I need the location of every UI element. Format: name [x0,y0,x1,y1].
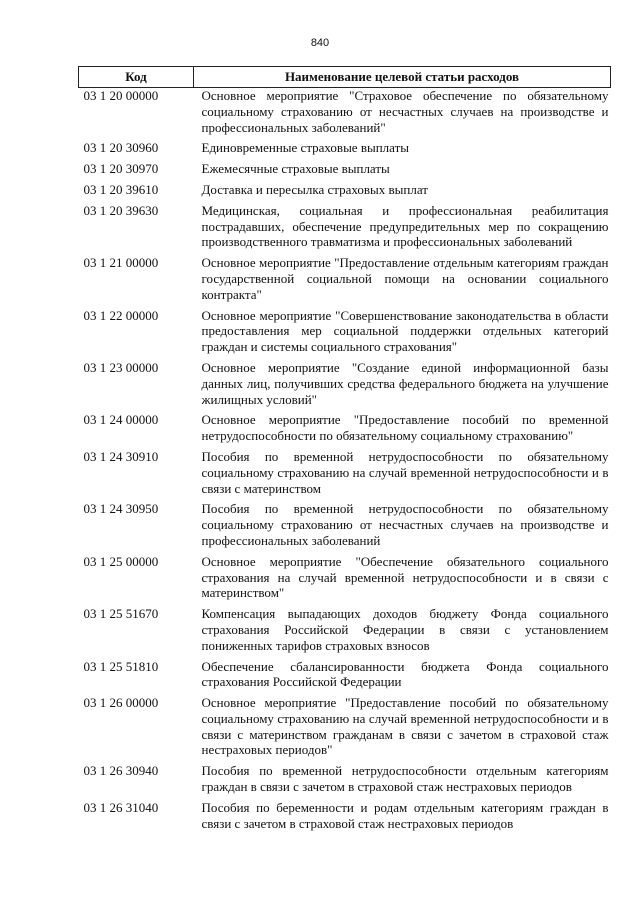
row-name: Основное мероприятие "Предоставление отдельным категориям граждан государственной социальной помощи на основании социального контракта" [201,255,609,302]
row-name: Ежемесячные страховые выплаты [201,161,390,177]
row-name: Основное мероприятие "Предоставление пособий по временной нетрудоспособности по обязательному социальному страхованию" [201,412,609,444]
row-name: Основное мероприятие "Совершенствование законодательства в области предоставления мер социальной поддержки отдельных категорий граждан и системы социального страхования" [201,307,609,355]
row-name: Компенсация выпадающих доходов бюджету Фонда социального страхования Российской Федерации в связи с установлением пониженных тарифов страховых взносов [201,606,609,653]
row-code: 03 1 24 00000 [83,412,159,428]
table-row [79,161,611,182]
row-code: 03 1 25 51810 [83,658,159,674]
table-row [79,606,611,658]
row-code: 03 1 20 39610 [83,181,159,197]
row-name: Пособия по беременности и родам отдельным категориям граждан в связи с зачетом в страховой стаж нестраховых периодов [201,799,609,831]
page-number: 840 [310,37,330,49]
row-name: Пособия по временной нетрудоспособности по обязательному социальному страхованию от несчастных случаев на производстве и профессиональных заболеваний [201,501,609,548]
row-code: 03 1 24 30950 [83,501,159,517]
table-row [79,308,611,360]
row-name: Медицинская, социальная и профессиональная реабилитация пострадавших, обеспечение предупредительных мер по сокращению производственного травматизма и профессиональных заболеваний [201,202,609,250]
table-row [79,763,611,800]
row-name: Основное мероприятие "Обеспечение обязательного социального страхования на случай временной нетрудоспособности и в связи с материнством" [201,553,609,601]
row-code: 03 1 21 00000 [83,255,159,271]
row-code: 03 1 26 30940 [83,763,159,779]
row-code: 03 1 24 30910 [83,448,159,464]
table-row [79,659,611,696]
name-column-header: Наименование целевой статьи расходов [194,67,611,88]
row-code: 03 1 26 31040 [83,799,159,815]
row-name: Обеспечение сбалансированности бюджета Фонда социального страхования Российской Федерации [201,658,609,690]
row-name: Пособия по временной нетрудоспособности по обязательному социальному страхованию на случай временной нетрудоспособности и в связи с материнством [201,448,609,496]
table-row [79,140,611,161]
row-code: 03 1 25 51670 [83,606,159,622]
row-name: Доставка и пересылка страховых выплат [201,181,428,197]
row-code: 03 1 20 39630 [83,202,159,218]
row-name: Пособия по временной нетрудоспособности отдельным категориям граждан в связи с зачетом в страховой стаж нестраховых периодов [201,763,609,795]
table-row [79,554,611,606]
table-row [79,501,611,553]
row-name: Единовременные страховые выплаты [201,140,409,156]
row-name: Основное мероприятие "Предоставление пособий по обязательному социальному страхованию на случай временной нетрудоспособности и в связи с материнством гражданам в связи с зачетом в страховой стаж нестраховых периодов" [201,695,609,758]
row-code: 03 1 26 00000 [83,695,159,711]
table-row [79,360,611,412]
table-row [79,88,611,141]
table-header-row [79,67,611,88]
row-code: 03 1 23 00000 [83,359,159,375]
table-row [79,255,611,307]
table-row [79,800,611,837]
row-code: 03 1 22 00000 [83,307,159,323]
row-name: Основное мероприятие "Страховое обеспечение по обязательному социальному страхованию от несчастных случаев на производстве и профессиональных заболеваний" [201,88,609,135]
table-row [79,412,611,449]
table-row [79,695,611,763]
row-code: 03 1 20 00000 [83,88,159,103]
table-row [79,203,611,255]
table-row [79,182,611,203]
row-code: 03 1 25 00000 [83,553,159,569]
table-row [79,449,611,501]
row-name: Основное мероприятие "Создание единой информационной базы данных лиц, получивших средства федерального бюджета на улучшение жилищных условий" [201,359,609,407]
code-column-header: Код [79,67,194,88]
row-code: 03 1 20 30970 [83,161,159,177]
budget-table [78,66,611,836]
row-code: 03 1 20 30960 [83,140,159,156]
